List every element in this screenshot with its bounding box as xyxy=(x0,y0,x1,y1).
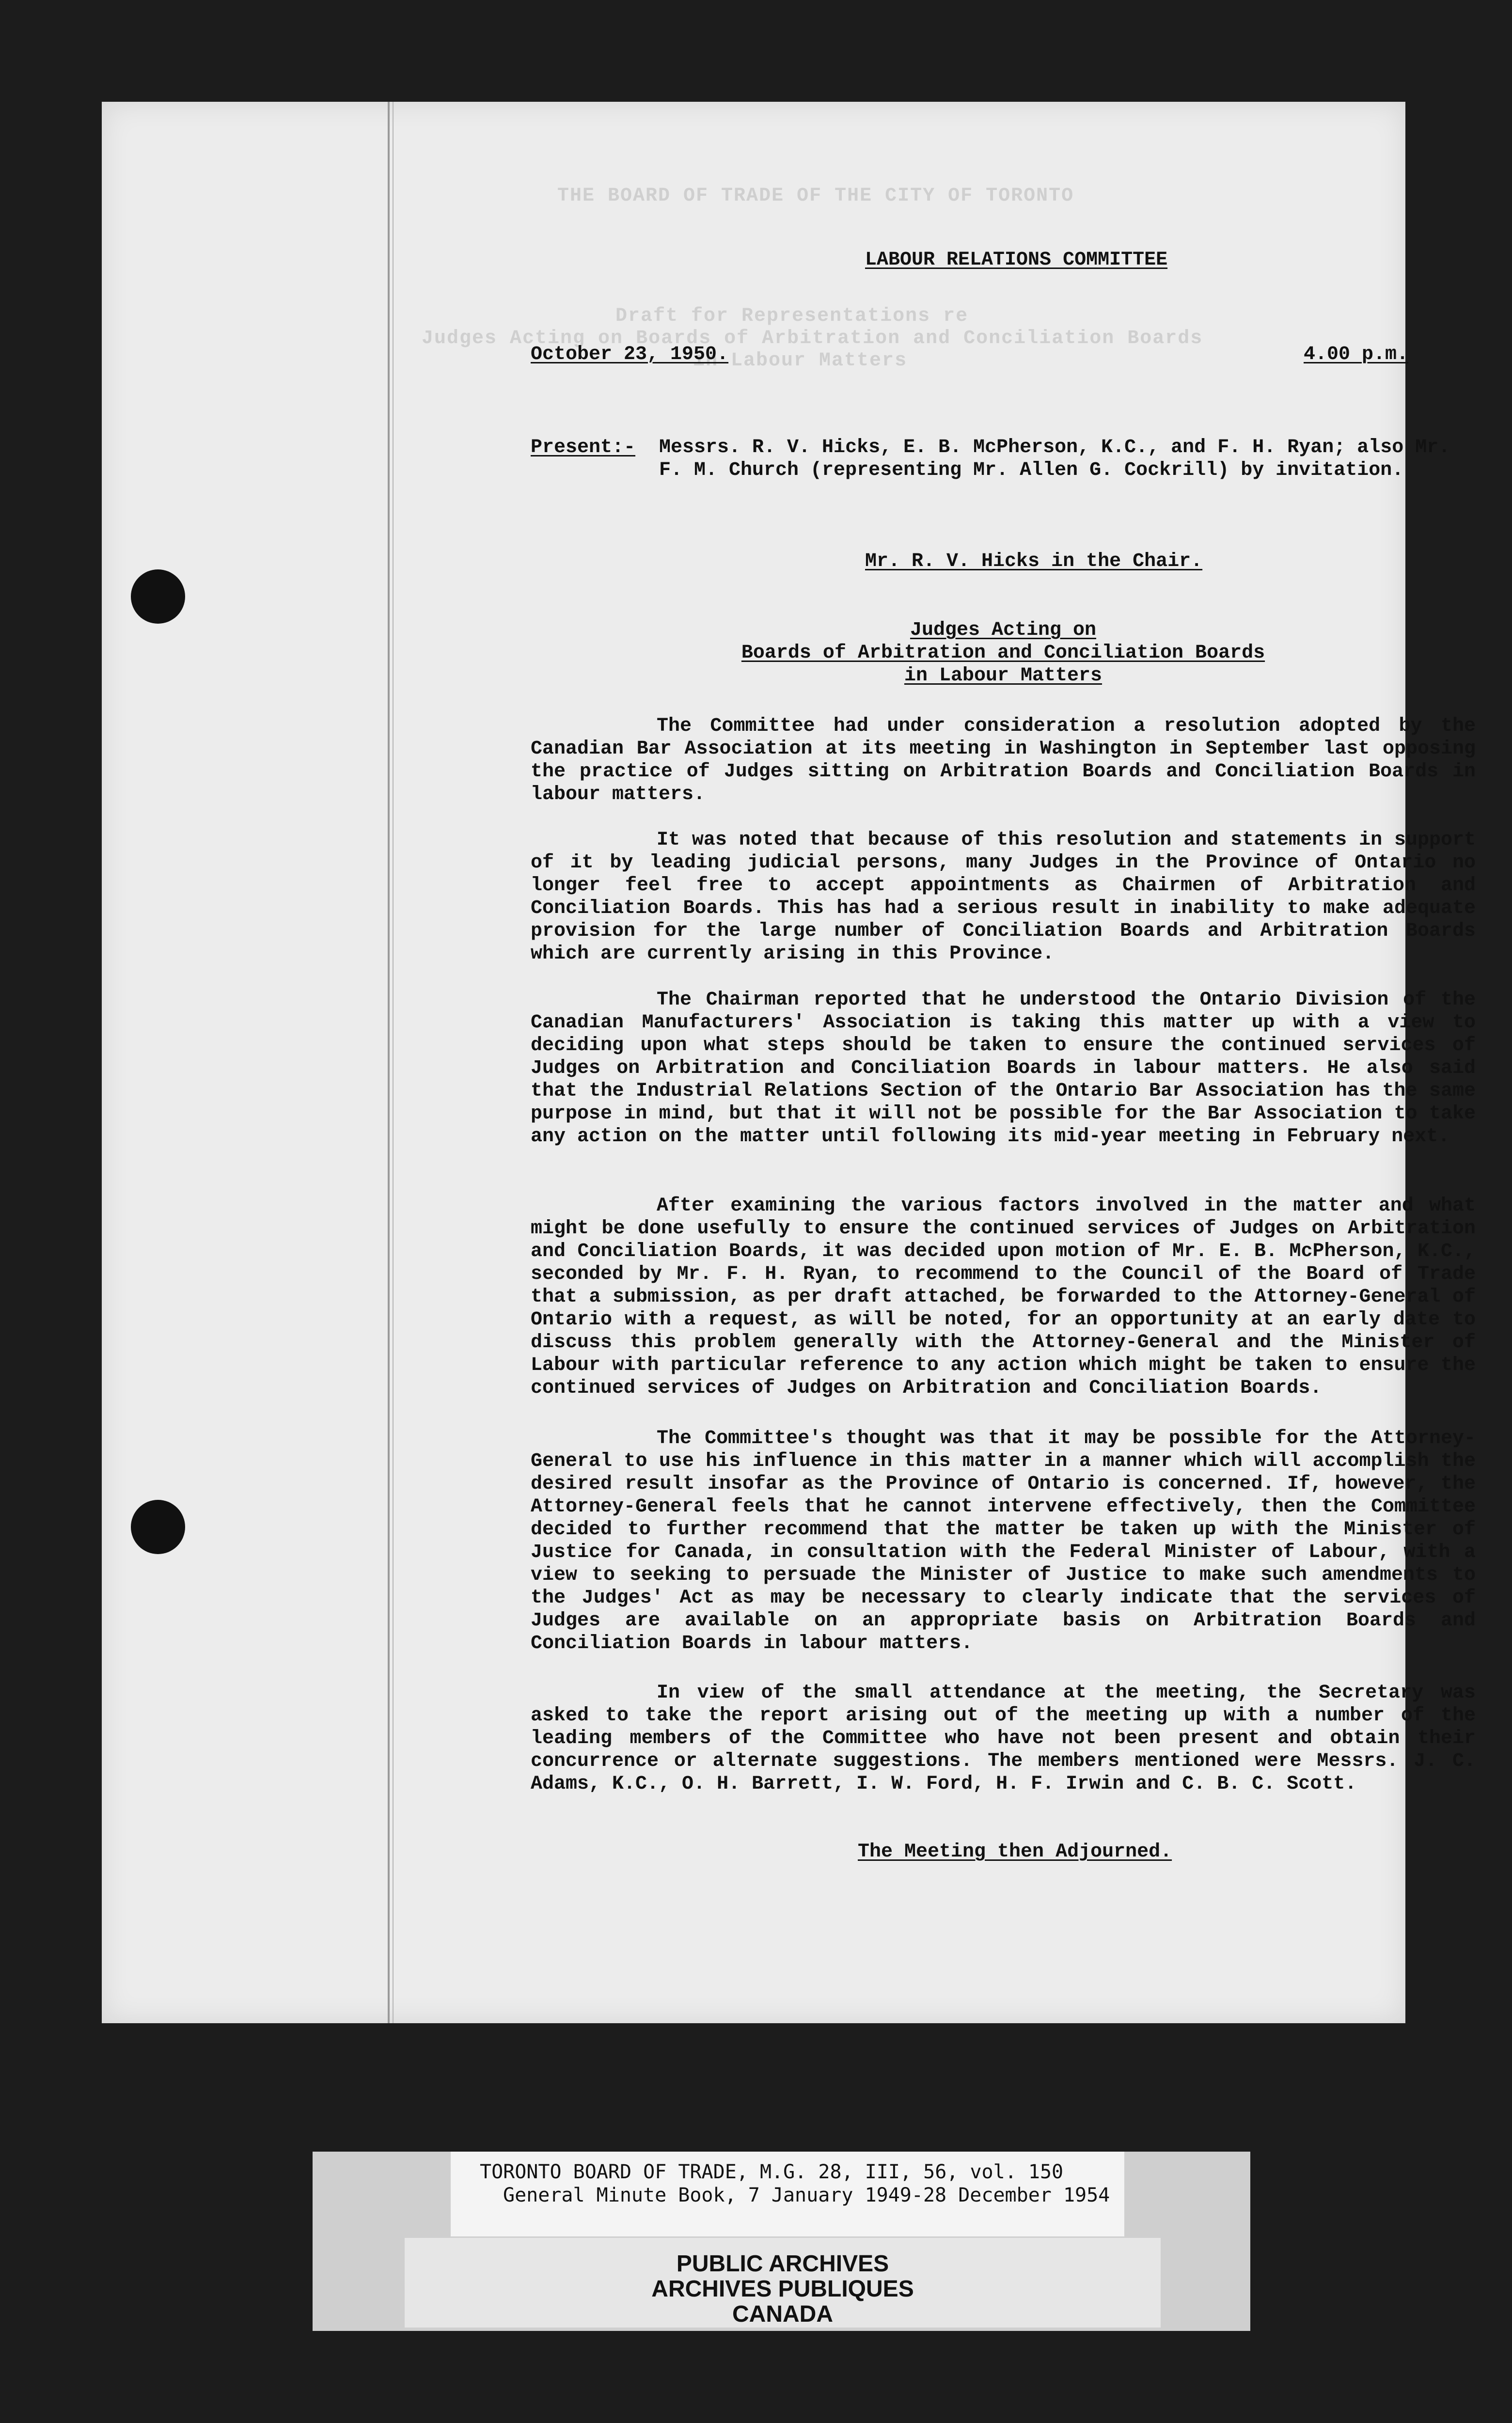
archive-stamp-line-3: CANADA xyxy=(732,2301,833,2327)
margin-rule xyxy=(388,102,390,2023)
closing-line: The Meeting then Adjourned. xyxy=(858,1841,1172,1863)
meeting-time: 4.00 p.m. xyxy=(1304,344,1409,365)
margin-rule-inner xyxy=(393,102,394,2023)
punch-hole-bottom xyxy=(131,1500,185,1554)
paragraph-2: It was noted that because of this resolution and statements in support of it by leading judicial persons, many Judges in the Province of Ontario no longer feel free to accept appointments as Chairmen of Arbitration and Conciliation Boards. This has had a serious result in inability to make adequate provision for the large number of Conciliation Boards and Arbitration Boards which are currently arising in this Province. xyxy=(531,829,1476,965)
show-through-subject-2: in Labour Matters xyxy=(693,350,908,372)
paragraph-4: After examining the various factors involved in the matter and what might be done usefully to ensure the continued services of Judges on Arbitration and Conciliation Boards, it was decided upon motion of Mr. E. B. McPherson, K.C., seconded by Mr. F. H. Ryan, to recommend to the Council of the Board of Trade that a submission, as per draft attached, be forwarded to the Attorney-General of Ontario with a request, as will be noted, for an opportunity at an early date to discuss this problem generally with the Attorney-General and the Minister of Labour with particular reference to any action which might be taken to ensure the continued services of Judges on Arbitration and Conciliation Boards. xyxy=(531,1195,1476,1399)
paragraph-6: In view of the small attendance at the meeting, the Secretary was asked to take the report arising out of the meeting up with a number of the leading members of the Committee who have not been present and obtain their concurrence or alternate suggestions. The members mentioned were Messrs. J. C. Adams, K.C., O. H. Barrett, I. W. Ford, H. F. Irwin and C. B. C. Scott. xyxy=(531,1682,1476,1795)
archive-reference xyxy=(451,2152,1124,2236)
document-page xyxy=(102,102,1476,2023)
paragraph-3: The Chairman reported that he understood the Ontario Division of the Canadian Manufacturers' Association is taking this matter up with a view to deciding upon what steps should be taken to ensure the continued services of Judges on Arbitration and Conciliation Boards in labour matters. He also said that the Industrial Relations Section of the Ontario Bar Association has the same purpose in mind, but that it will not be possible for the Bar Association to take any action on the matter until following its mid-year meeting in February next. xyxy=(531,989,1476,1148)
show-through-heading: THE BOARD OF TRADE OF THE CITY OF TORONTO xyxy=(557,185,1074,207)
chair-line: Mr. R. V. Hicks in the Chair. xyxy=(865,551,1203,572)
paragraph-1: The Committee had under consideration a resolution adopted by the Canadian Bar Association at its meeting in Washington in September last opposing the practice of Judges sitting on Arbitration Boards and Conciliation Boards in labour matters. xyxy=(531,715,1476,805)
subject-line-1: Judges Acting on xyxy=(910,619,1097,641)
subject-heading xyxy=(531,619,1476,687)
committee-title: LABOUR RELATIONS COMMITTEE xyxy=(865,249,1168,271)
present-label: Present:- xyxy=(531,437,636,458)
show-through-subject: Judges Acting on Boards of Arbitration and Conciliation Boards xyxy=(422,328,1203,349)
paragraph-5: The Committee's thought was that it may be possible for the Attorney-General to use his influence in this matter in a manner which will accomplish the desired result insofar as the Province of Ontario is concerned. If, however, the Attorney-General feels that he cannot intervene effectively, then the Committee decided to further recommend that the matter be taken up with the Minister of Justice for Canada, in consultation with the Federal Minister of Labour, with a view to seeking to persuade the Minister of Justice to make such amendments to the Judges' Act as may be necessary to clearly indicate that the services of Judges are available on an appropriate basis on Arbitration Boards and Conciliation Boards in labour matters. xyxy=(531,1428,1476,1654)
subject-line-2: Boards of Arbitration and Conciliation Boards xyxy=(741,642,1265,664)
archive-label xyxy=(313,2152,1250,2331)
archive-reference-line-1: TORONTO BOARD OF TRADE, M.G. 28, III, 56, vol. 150 xyxy=(480,2161,1064,2183)
archive-stamp-line-2: ARCHIVES PUBLIQUES xyxy=(651,2276,914,2302)
punch-hole-top xyxy=(131,569,185,624)
present-text: Messrs. R. V. Hicks, E. B. McPherson, K.C., and F. H. Ryan; also Mr. F. M. Church (representing Mr. Allen G. Cockrill) by invitation. xyxy=(659,437,1450,481)
show-through-draft: Draft for Representations re xyxy=(615,305,969,327)
subject-line-3: in Labour Matters xyxy=(904,665,1102,687)
archive-stamp xyxy=(405,2238,1161,2328)
archive-stamp-line-1: PUBLIC ARCHIVES xyxy=(676,2251,889,2277)
meeting-date: October 23, 1950. xyxy=(531,344,729,365)
archive-reference-line-2: General Minute Book, 7 January 1949-28 December 1954 xyxy=(503,2184,1110,2206)
